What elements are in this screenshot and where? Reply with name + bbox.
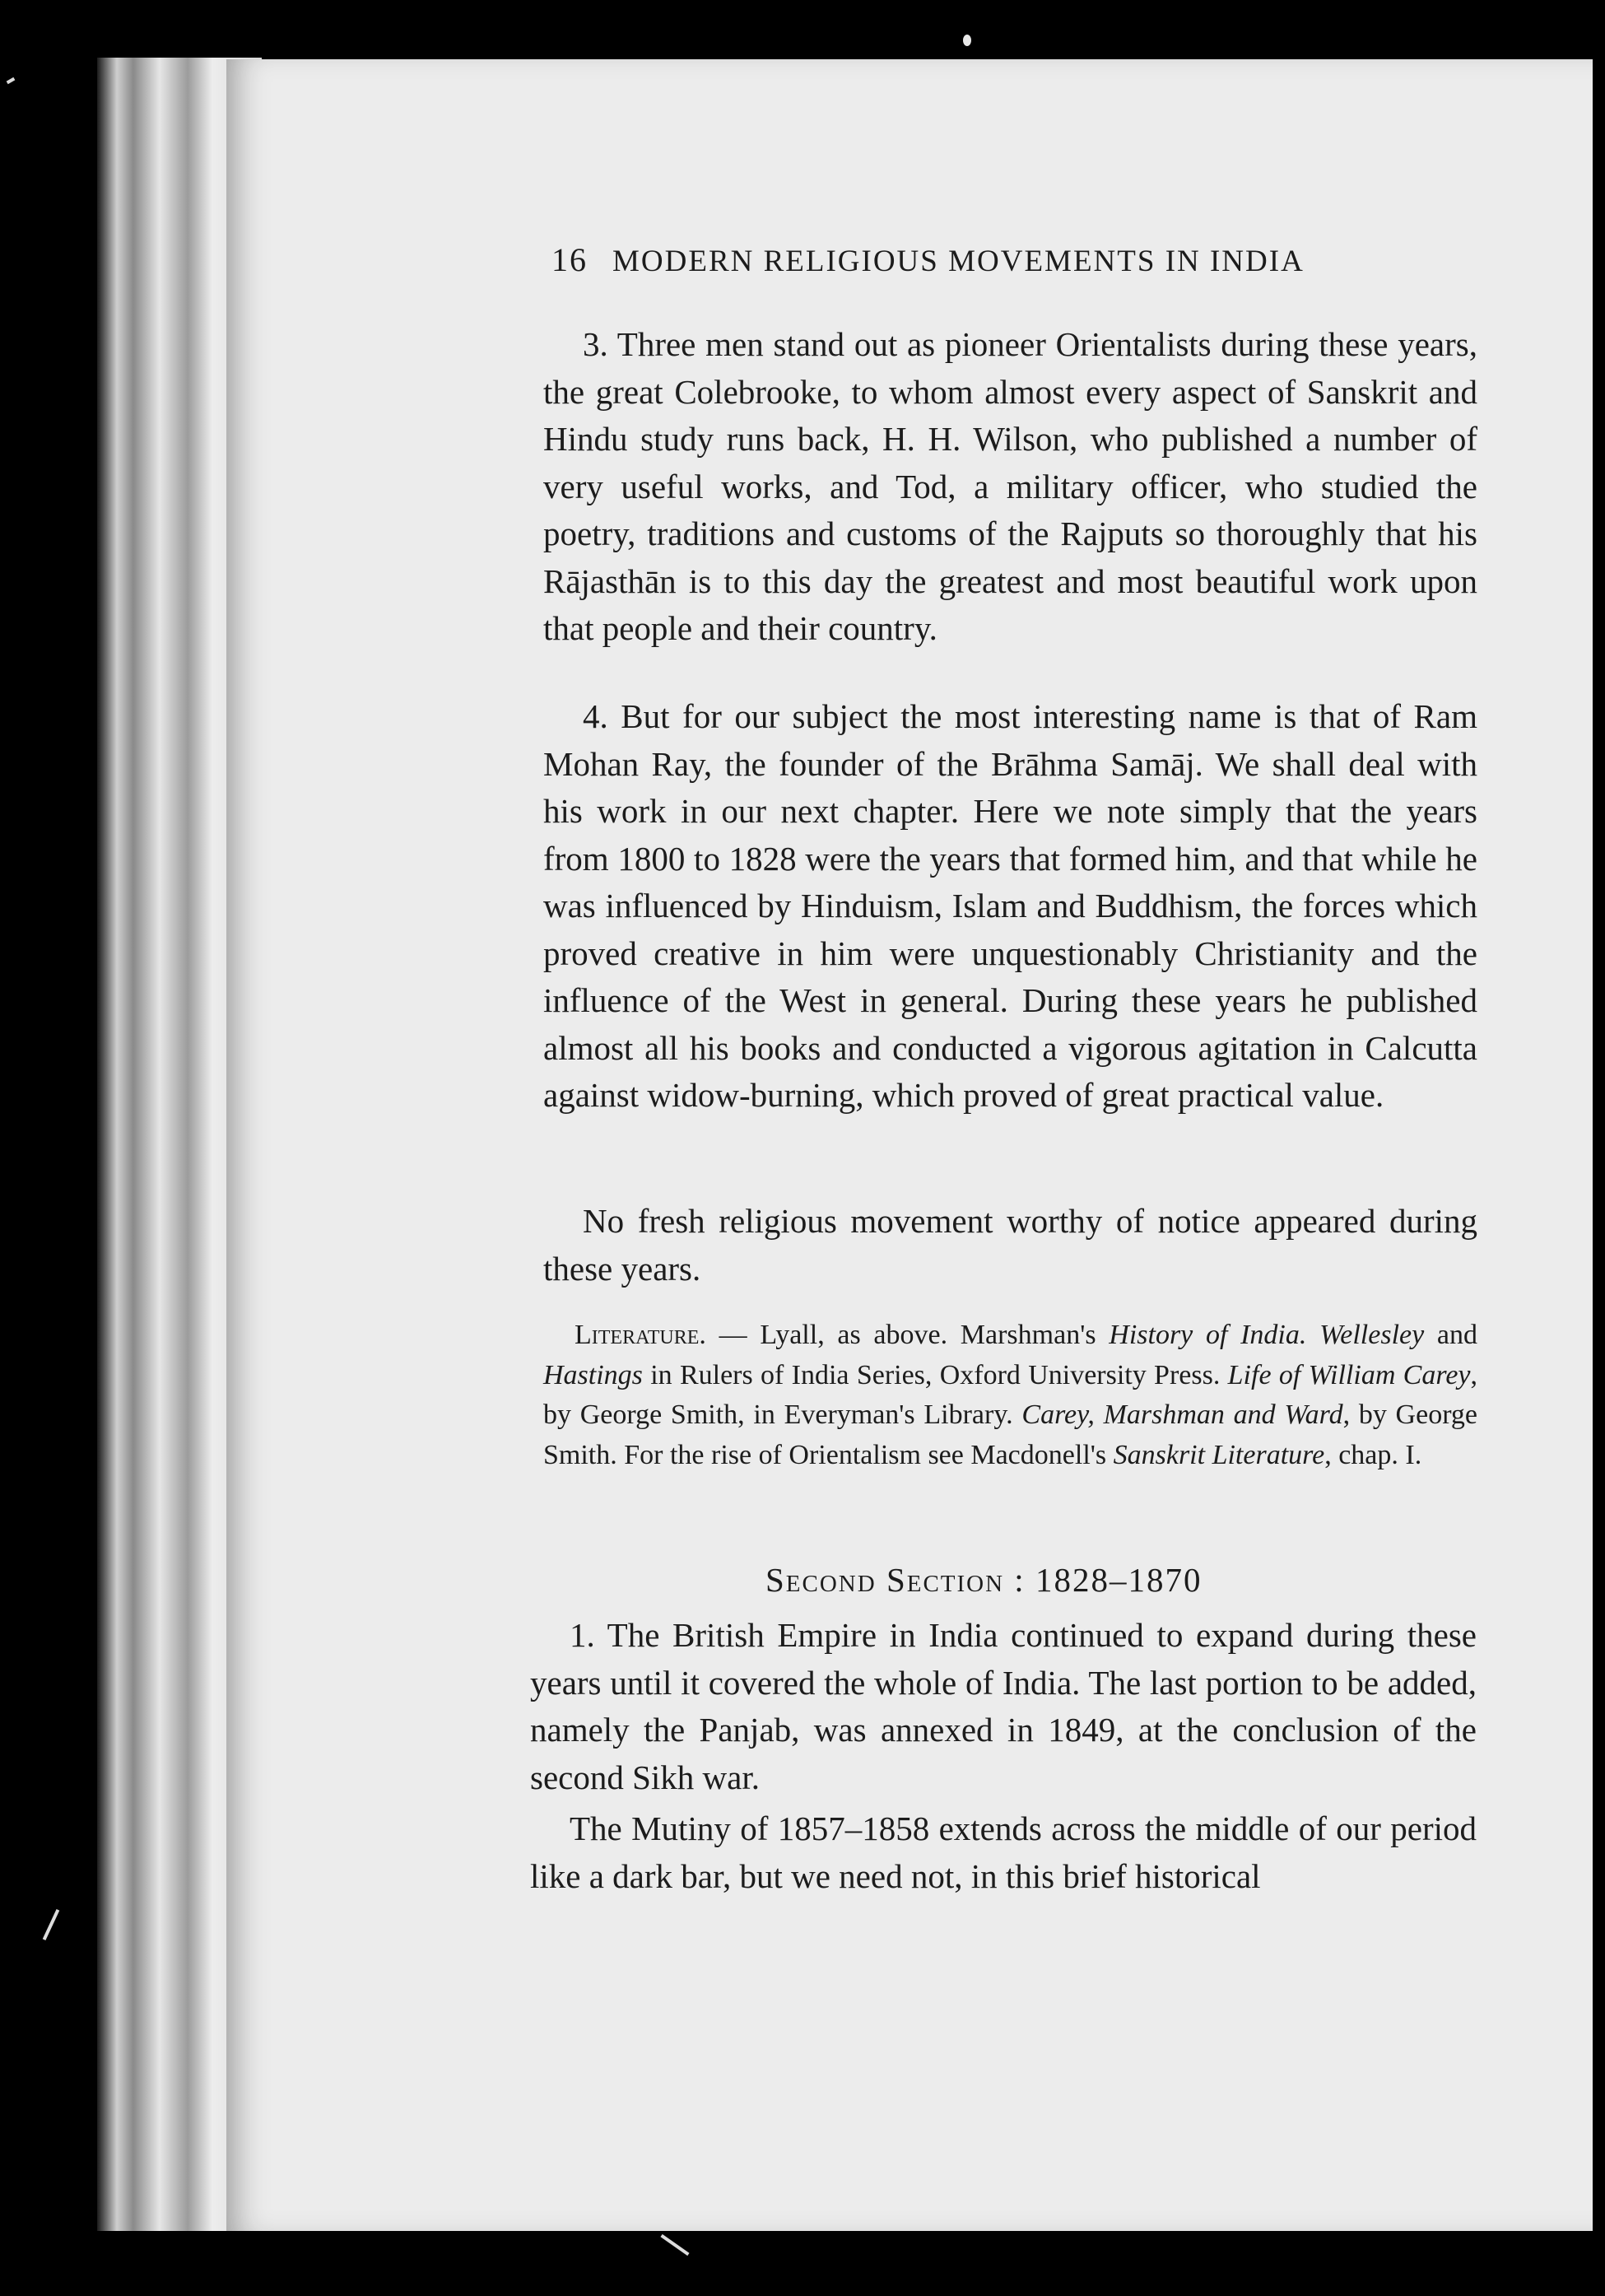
paragraph-no-fresh-movement: No fresh religious movement worthy of notice appeared during these years. [543,1202,1477,1288]
running-header [551,240,1424,279]
paragraph-british-empire: 1. The British Empire in India continued to expand during these years until it covered the whole of India. The last portion to be added, namely the Panjab, was annexed in 1849, at the conclusion of the second Sikh war. [530,1616,1477,1796]
scan-speck [660,2234,689,2256]
literature-text: , by George Smith, in Everyman's Library. [543,1359,1477,1430]
literature-label: Literature. [575,1320,706,1350]
literature-note [543,1316,1477,1475]
paragraph-ram-mohan-ray: 4. But for our subject the most interesting name is that of Ram Mohan Ray, the founder of the Brāhma Samāj. We shall deal with his work in our next chapter. Here we note simply that the years from 1800 to 1828 were the years that formed him, and that while he was influenced by Hinduism, Islam and Buddhism, the forces which proved creative in him were unquestionably Christianity and the influence of the West in general. During these years he published almost all his books and conducted a vigorous agitation in Calcutta against widow-burning, which proved of great practical value. [543,697,1477,1114]
literature-text: — Lyall, as above. Marshman's [705,1320,1110,1350]
paragraph-orientalists: 3. Three men stand out as pioneer Orientalists during these years, the great Colebrooke, to whom almost every aspect of Sanskrit and Hindu study runs back, H. H. Wilson, who published a number of very useful works, and Tod, a military officer, who studied the poetry, traditions and customs of the Rajputs so thoroughly that his Rājasthān is to this day the greatest and most beautiful work upon that people and their country. [543,325,1477,647]
scan-speck [7,77,16,84]
literature-text: in Rulers of India Series, Oxford University Press. [642,1359,1228,1390]
literature-text: , by George Smith. For the rise of Orientalism see Macdonell's [543,1399,1477,1470]
literature-title: Sanskrit Literature [1113,1439,1325,1470]
paragraph-mutiny: The Mutiny of 1857–1858 extends across the middle of our period like a dark bar, but we need not, in this brief historical [530,1809,1477,1895]
section-heading: Second Section : 1828–1870 [765,1561,1203,1599]
running-head-title: MODERN RELIGIOUS MOVEMENTS IN INDIA [612,245,1305,278]
literature-title: Hastings [543,1359,643,1390]
page-number: 16 [551,241,588,278]
scan-speck [43,1909,60,1940]
literature-text: and [1424,1320,1478,1350]
literature-title: Life of William Carey [1227,1359,1471,1390]
literature-title: History of India. Wellesley [1109,1320,1425,1350]
literature-title: Carey, Marshman and Ward [1021,1399,1343,1430]
literature-text: , chap. I. [1324,1439,1422,1470]
scan-speck [963,35,971,46]
